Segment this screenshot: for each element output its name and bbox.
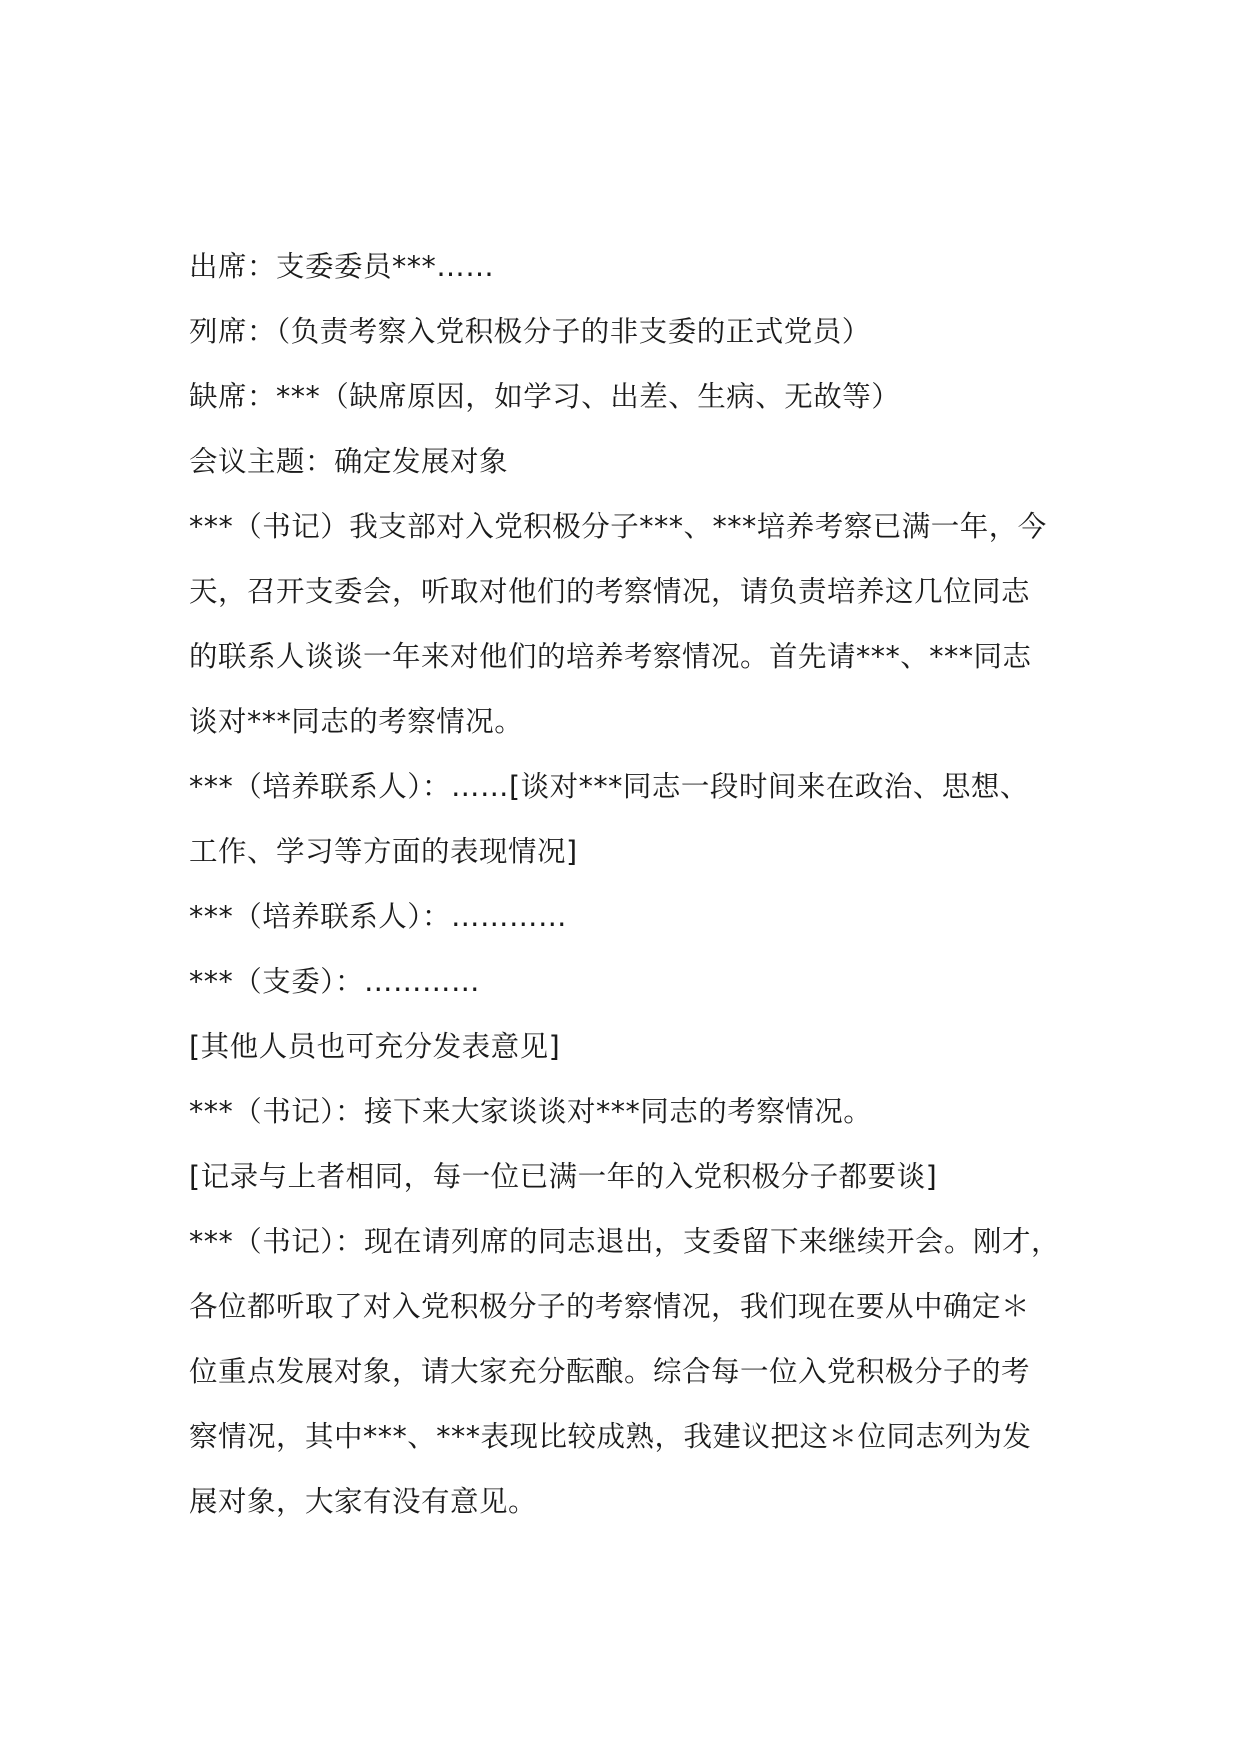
paragraph-line: 工作、学习等方面的表现情况] <box>189 835 578 868</box>
paragraph-line: ***（书记）：接下来大家谈谈对***同志的考察情况。 <box>189 1095 873 1128</box>
absentees-line: 缺席：***（缺席原因，如学习、出差、生病、无故等） <box>189 380 901 413</box>
paragraph-line: 天，召开支委会，听取对他们的考察情况，请负责培养这几位同志 <box>189 575 1031 608</box>
attendees-line: 出席：支委委员***…… <box>189 250 495 283</box>
paragraph-line: 位重点发展对象，请大家充分酝酿。综合每一位入党积极分子的考 <box>189 1355 1031 1388</box>
paragraph-line: ***（书记）我支部对入党积极分子***、***培养考察已满一年，今 <box>189 510 1047 543</box>
paragraph-line: 谈对***同志的考察情况。 <box>189 705 524 738</box>
paragraph-line: ***（书记）：现在请列席的同志退出，支委留下来继续开会。刚才， <box>189 1225 1061 1258</box>
paragraph-line: ***（支委）：………… <box>189 965 481 998</box>
meeting-topic-line: 会议主题：确定发展对象 <box>189 445 509 478</box>
paragraph-line: ***（培养联系人）：……[谈对***同志一段时间来在政治、思想、 <box>189 770 1029 803</box>
document-body <box>189 234 1089 1534</box>
paragraph-line: 各位都听取了对入党积极分子的考察情况，我们现在要从中确定＊ <box>189 1290 1031 1323</box>
paragraph-line: 察情况，其中***、***表现比较成熟，我建议把这＊位同志列为发 <box>189 1420 1032 1453</box>
paragraph-line: 的联系人谈谈一年来对他们的培养考察情况。首先请***、***同志 <box>189 640 1032 673</box>
paragraph-line: [其他人员也可充分发表意见] <box>189 1030 561 1063</box>
observers-line: 列席：（负责考察入党积极分子的非支委的正式党员） <box>189 315 871 348</box>
paragraph-line: 展对象，大家有没有意见。 <box>189 1485 538 1518</box>
paragraph-line: [记录与上者相同，每一位已满一年的入党积极分子都要谈] <box>189 1160 938 1193</box>
paragraph-line: ***（培养联系人）：………… <box>189 900 568 933</box>
